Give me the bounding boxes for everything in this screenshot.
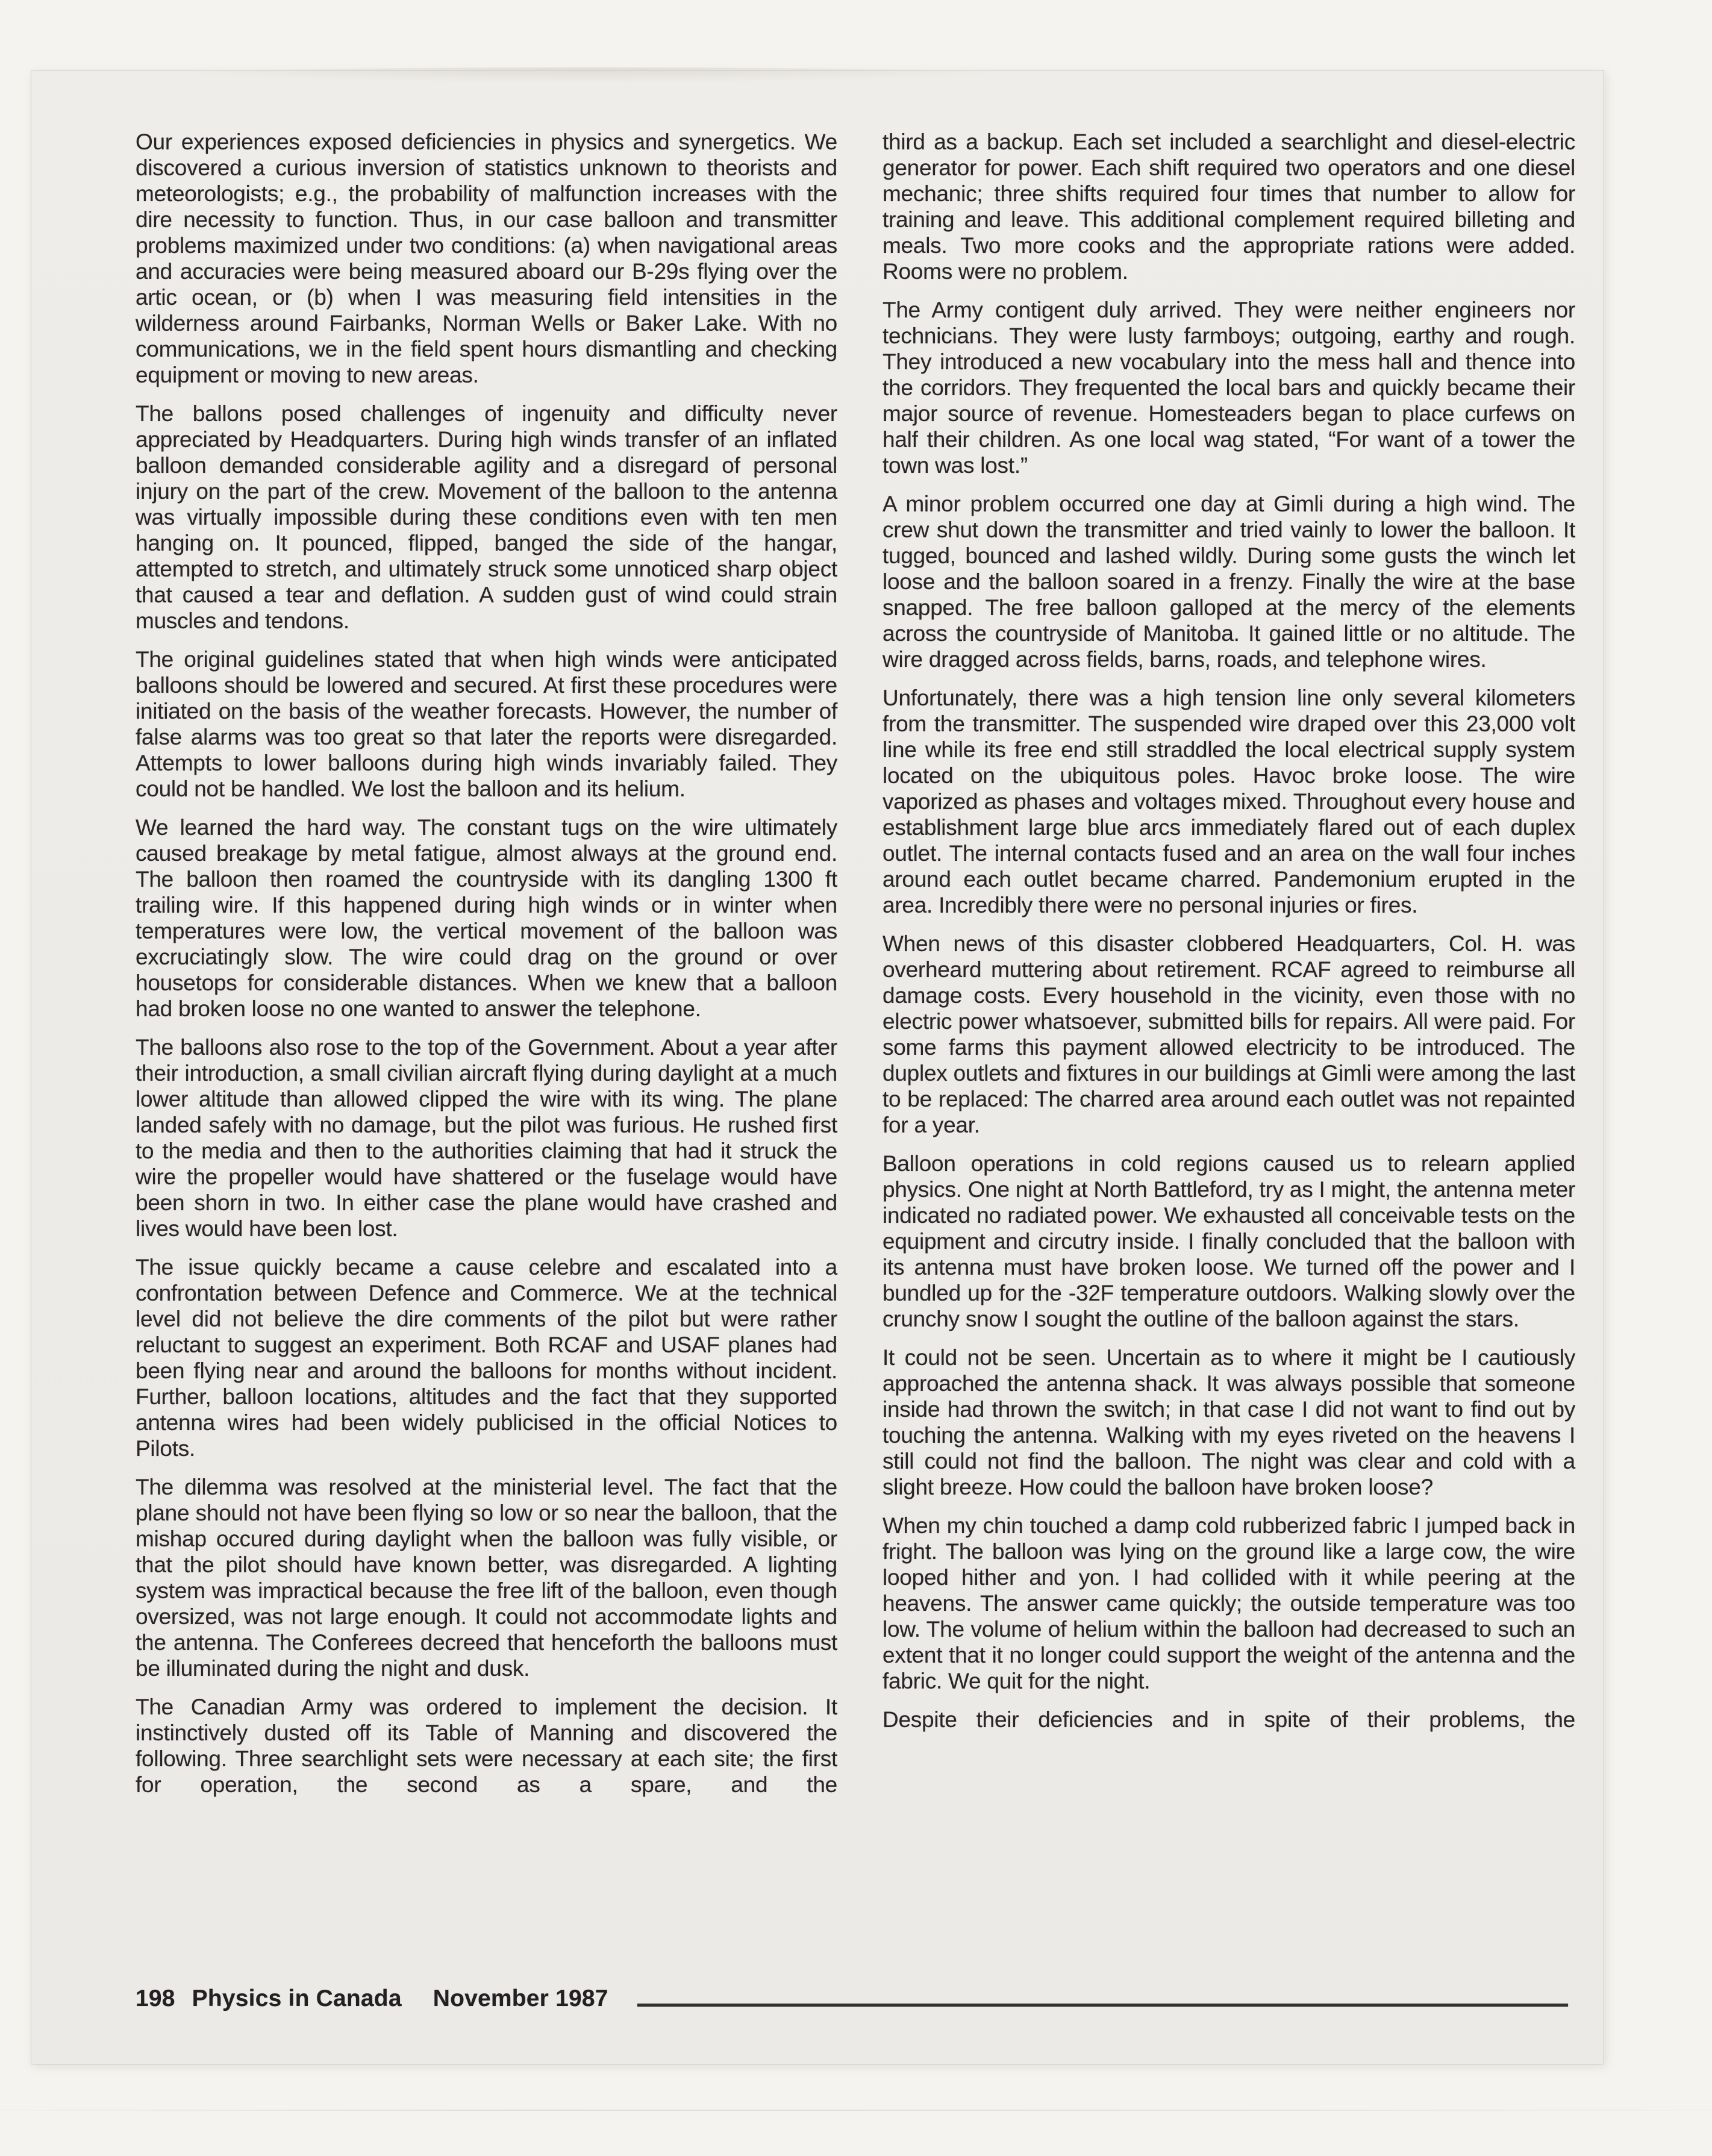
paragraph: The issue quickly became a cause celebre and escalated into a confrontation between Defence and Commerce. We at the technical level did not believe the dire comments of the pilot but were rather reluctant to suggest an experiment. Both RCAF and USAF planes had been flying near and around the balloons for months without incident. Further, balloon locations, altitudes and the fact that they supported antenna wires had been widely publicised in the official Notices to Pilots. (136, 1255, 837, 1461)
footer-rule (637, 2004, 1568, 2007)
paragraph: The ballons posed challenges of ingenuity and difficulty never appreciated by Headquarters. During high winds transfer of an inflated balloon demanded considerable agility and a disregard of personal injury on the part of the crew. Movement of the balloon to the antenna was virtually impossible during these conditions even with ten men hanging on. It pounced, flipped, banged the side of the hangar, attempted to stretch, and ultimately struck some unnoticed sharp object that caused a tear and deflation. A sudden gust of wind could strain muscles and tendons. (136, 401, 837, 633)
page-footer (136, 1986, 1568, 2012)
paragraph: Despite their deficiencies and in spite of their problems, the (883, 1707, 1575, 1732)
right-column (883, 129, 1575, 1733)
paragraph: Unfortunately, there was a high tension line only several kilometers from the transmitter. The suspended wire draped over this 23,000 volt line while its free end still straddled the local electrical supply system located on the ubiquitous poles. Havoc broke loose. The wire vaporized as phases and voltages mixed. Throughout every house and establishment large blue arcs immediately flared out of each duplex outlet. The internal contacts fused and an area on the wall four inches around each outlet became charred. Pandemonium erupted in the area. Incredibly there were no personal injuries or fires. (883, 686, 1575, 917)
page-number: 198 (136, 1986, 175, 2011)
paragraph: We learned the hard way. The constant tugs on the wire ultimately caused breakage by metal fatigue, almost always at the ground end. The balloon then roamed the countryside with its dangling 1300 ft trailing wire. If this happened during high winds or in winter when temperatures were low, the vertical movement of the balloon was excruciatingly slow. The wire could drag on the ground or over housetops for considerable distances. When we knew that a balloon had broken loose no one wanted to answer the telephone. (136, 815, 837, 1021)
paragraph: Our experiences exposed deficiencies in physics and synergetics. We discovered a curious inversion of statistics unknown to theorists and meteorologists; e.g., the probability of malfunction increases with the dire necessity to function. Thus, in our case balloon and transmitter problems maximized under two conditions: (a) when navigational areas and accuracies were being measured aboard our B-29s flying over the artic ocean, or (b) when I was measuring field intensities in the wilderness around Fairbanks, Norman Wells or Baker Lake. With no communications, we in the field spent hours dismantling and checking equipment or moving to new areas. (136, 130, 837, 387)
paragraph: When news of this disaster clobbered Headquarters, Col. H. was overheard muttering about retirement. RCAF agreed to reimburse all damage costs. Every household in the vicinity, even those with no electric power whatsoever, submitted bills for repairs. All were paid. For some farms this payment allowed electricity to be introduced. The duplex outlets and fixtures in our buildings at Gimli were among the last to be replaced: The charred area around each outlet was not repainted for a year. (883, 931, 1575, 1137)
paragraph: The Army contigent duly arrived. They were neither engineers nor technicians. They were lusty farmboys; outgoing, earthy and rough. They introduced a new vocabulary into the mess hall and thence into the corridors. They frequented the local bars and quickly became their major source of revenue. Homesteaders began to place curfews on half their children. As one local wag stated, “For want of a tower the town was lost.” (883, 298, 1575, 478)
issue-date: November 1987 (433, 1986, 608, 2011)
paragraph: The Canadian Army was ordered to implement the decision. It instinctively dusted off its Table of Manning and discovered the following. Three searchlight sets were necessary at each site; the first for operation, the second as a spare, and the (136, 1695, 837, 1797)
journal-title: Physics in Canada (192, 1986, 402, 2011)
left-column (136, 129, 837, 1798)
paragraph: The balloons also rose to the top of the Government. About a year after their introduction, a small civilian aircraft flying during daylight at a much lower altitude than allowed clipped the wire with its wing. The plane landed safely with no damage, but the pilot was furious. He rushed first to the media and then to the authorities claiming that had it struck the wire the propeller would have shattered or the fuselage would have been shorn in two. In either case the plane would have crashed and lives would have been lost. (136, 1035, 837, 1241)
paragraph: third as a backup. Each set included a searchlight and diesel-electric generator for power. Each shift required two operators and one diesel mechanic; three shifts required four times that number to allow for training and leave. This additional complement required billeting and meals. Two more cooks and the appropriate rations were added. Rooms were no problem. (883, 130, 1575, 284)
paragraph: A minor problem occurred one day at Gimli during a high wind. The crew shut down the transmitter and tried vainly to lower the balloon. It tugged, bounced and lashed wildly. During some gusts the winch let loose and the balloon soared in a frenzy. Finally the wire at the base snapped. The free balloon galloped at the mercy of the elements across the countryside of Manitoba. It gained little or no altitude. The wire dragged across fields, barns, roads, and telephone wires. (883, 492, 1575, 672)
paragraph: Balloon operations in cold regions caused us to relearn applied physics. One night at North Battleford, try as I might, the antenna meter indicated no radiated power. We exhausted all conceivable tests on the equipment and circutry inside. I finally concluded that the balloon with its antenna must have broken loose. We turned off the power and I bundled up for the -32F temperature outdoors. Walking slowly over the crunchy snow I sought the outline of the balloon against the stars. (883, 1151, 1575, 1331)
paragraph: When my chin touched a damp cold rubberized fabric I jumped back in fright. The balloon was lying on the ground like a large cow, the wire looped hither and yon. I had collided with it while peering at the heavens. The answer came quickly; the outside temperature was too low. The volume of helium within the balloon had decreased to such an extent that it no longer could support the weight of the antenna and the fabric. We quit for the night. (883, 1513, 1575, 1693)
paragraph: The dilemma was resolved at the ministerial level. The fact that the plane should not have been flying so low or so near the balloon, that the mishap occured during daylight when the balloon was fully visible, or that the pilot should have known better, was disregarded. A lighting system was impractical because the free lift of the balloon, even though oversized, was not large enough. It could not accommodate lights and the antenna. The Conferees decreed that henceforth the balloons must be illuminated during the night and dusk. (136, 1475, 837, 1681)
paragraph: It could not be seen. Uncertain as to where it might be I cautiously approached the antenna shack. It was always possible that someone inside had thrown the switch; in that case I did not want to find out by touching the antenna. Walking with my eyes riveted on the heavens I still could not find the balloon. The night was clear and cold with a slight breeze. How could the balloon have broken loose? (883, 1345, 1575, 1499)
bottom-sheet-crease (0, 2110, 1712, 2111)
scanned-page (31, 71, 1604, 2064)
paragraph: The original guidelines stated that when high winds were anticipated balloons should be lowered and secured. At first these procedures were initiated on the basis of the weather forecasts. However, the number of false alarms was too great so that later the reports were disregarded. Attempts to lower balloons during high winds invariably failed. They could not be handled. We lost the balloon and its helium. (136, 647, 837, 801)
